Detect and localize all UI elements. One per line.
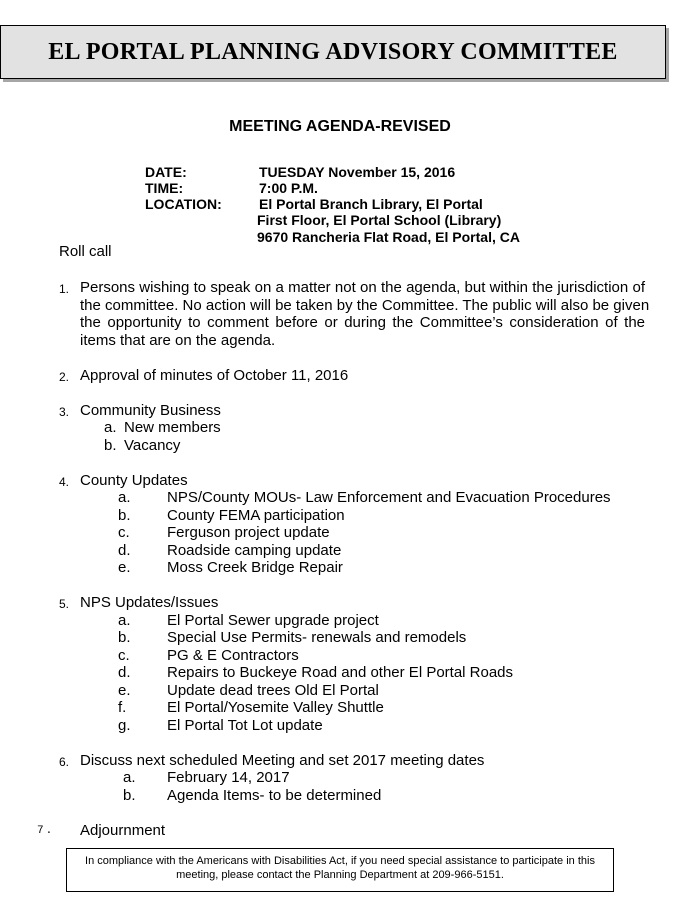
location-line: First Floor, El Portal School (Library) [257,212,502,228]
subitem-letter: b. [123,787,136,804]
subitem-letter: d. [118,664,131,681]
subitem-text: Ferguson project update [167,524,330,541]
subitem-text: Repairs to Buckeye Road and other El Portal Roads [167,664,514,681]
date-label: DATE: [145,164,187,180]
item-1-text [80,279,650,349]
subitem-text: February 14, 2017 [167,769,290,786]
item-title: NPS Updates/Issues [80,594,219,611]
subitem-text: Moss Creek Bridge Repair [167,559,343,576]
item-title: Community Business [80,402,221,419]
subitem-text: Agenda Items- to be determined [167,787,382,804]
subitem-letter: a. [118,612,131,629]
subitem-text: Roadside camping update [167,542,342,559]
item-title: Adjournment [80,822,166,839]
item-number: 5. [59,597,70,611]
subitem-text: NPS/County MOUs- Law Enforcement and Evacuation Procedures [167,489,611,506]
ada-notice [66,848,614,892]
subitem-letter: e. [118,682,131,699]
subitem-letter: g. [118,717,131,734]
subitem-text: County FEMA participation [167,507,345,524]
subitem-text: El Portal/Yosemite Valley Shuttle [167,699,384,716]
subitem-text: El Portal Tot Lot update [167,717,323,734]
location-line: 9670 Rancheria Flat Road, El Portal, CA [257,229,520,245]
subitem-letter: e. [118,559,131,576]
item-1-line: items that are on the agenda. [80,331,276,349]
subitem-letter: b. [104,437,117,454]
header-banner [0,25,666,79]
item-1-line: the opportunity to comment before or during the Committee’s consideration of the [80,314,645,331]
ada-notice-line: In compliance with the Americans with Disabilities Act, if you need special assistance to participate in this [85,855,595,867]
subitem-letter: d. [118,542,131,559]
item-1-line: Persons wishing to speak on a matter not on the agenda, but within the jurisdiction of [80,279,645,296]
date-value: TUESDAY November 15, 2016 [259,164,456,180]
subitem-letter: b. [118,507,131,524]
item-title: Discuss next scheduled Meeting and set 2017 meeting dates [80,752,485,769]
subitem-text: Special Use Permits- renewals and remodels [167,629,467,646]
time-value: 7:00 P.M. [259,180,318,196]
agenda-subtitle: MEETING AGENDA-REVISED [229,118,451,135]
subitem-letter: a. [104,419,117,436]
item-number: 2. [59,370,70,384]
subitem-text: PG & E Contractors [167,647,299,664]
item-number: 6. [59,755,70,769]
item-number: 4. [59,475,70,489]
item-title: County Updates [80,472,188,489]
location-line: El Portal Branch Library, El Portal [259,196,483,212]
item-number: 3. [59,405,70,419]
subitem-letter: a. [118,489,131,506]
subitem-letter: c. [118,647,130,664]
subitem-letter: f. [118,699,127,716]
item-number: 7. [37,825,55,837]
subitem-text: Vacancy [124,437,181,454]
subitem-letter: a. [123,769,136,786]
subitem-text: El Portal Sewer upgrade project [167,612,379,629]
subitem-letter: c. [118,524,130,541]
time-label: TIME: [145,180,184,196]
item-1-line: the committee. No action will be taken by the Committee. The public will also be given [80,296,650,314]
subitem-text: Update dead trees Old El Portal [167,682,379,699]
ada-notice-line: meeting, please contact the Planning Department at 209-966-5151. [176,869,504,881]
roll-call: Roll call [59,243,112,260]
subitem-text: New members [124,419,221,436]
item-title: Approval of minutes of October 11, 2016 [80,367,349,384]
page-title: EL PORTAL PLANNING ADVISORY COMMITTEE [48,39,618,65]
location-label: LOCATION: [145,196,222,212]
item-number: 1. [59,282,70,296]
subitem-letter: b. [118,629,131,646]
